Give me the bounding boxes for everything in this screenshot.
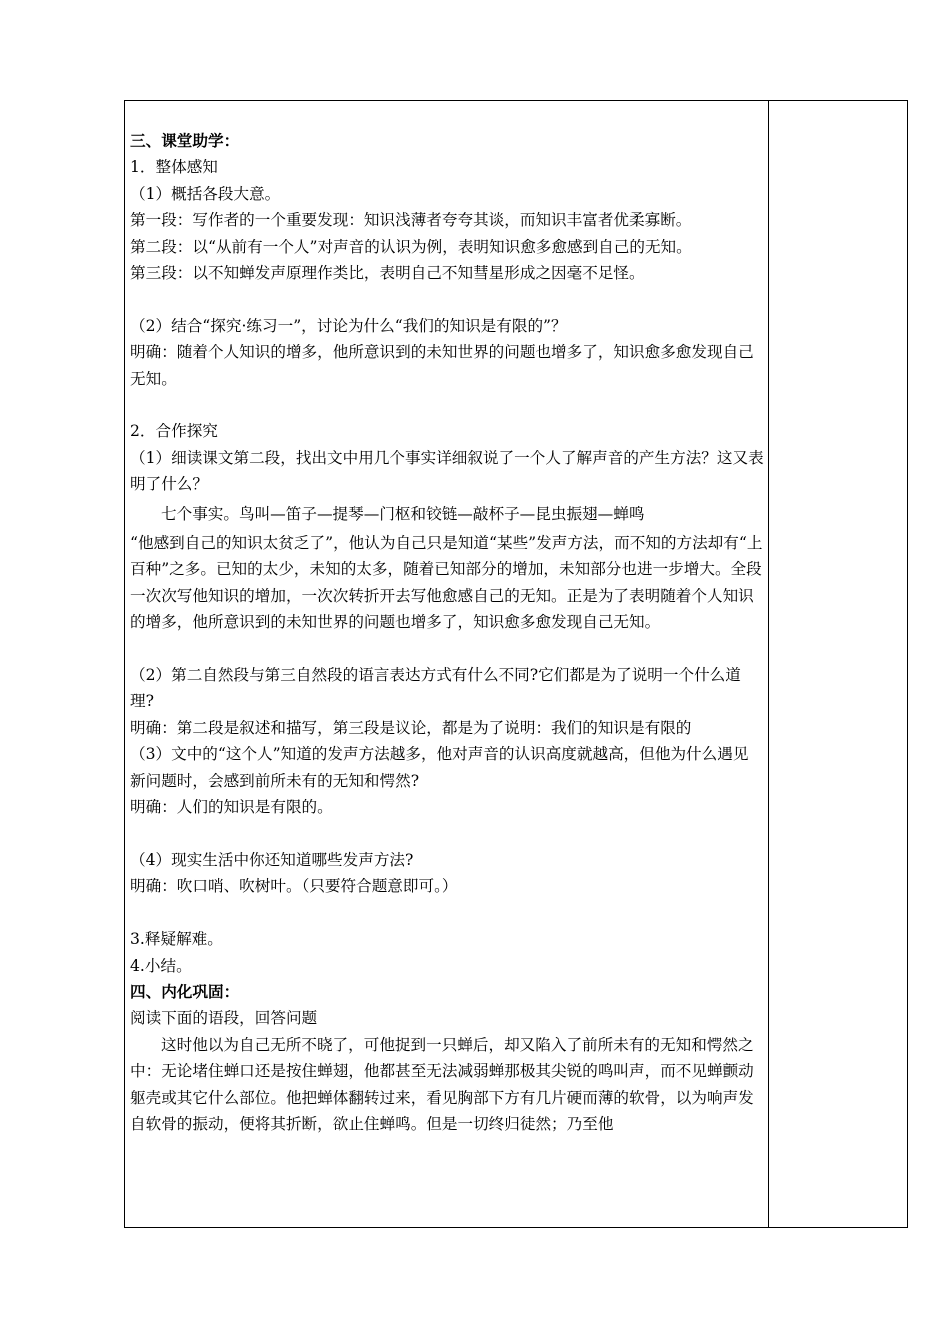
column-divider: [768, 100, 769, 1228]
part2-answer2: 明确：第二段是叙述和描写，第三段是议论，都是为了说明：我们的知识是有限的: [130, 718, 692, 737]
part2-title: 2．合作探究: [130, 422, 218, 441]
section-heading-3: 三、课堂助学：: [130, 131, 240, 150]
part4-title: 4.小结。: [130, 956, 192, 975]
part1-question1: （1）概括各段大意。: [130, 184, 281, 203]
part1-answer2: 明确：随着个人知识的增多，他所意识到的未知世界的问题也增多了，知识愈多愈发现自己无知。: [130, 343, 754, 388]
part1-question2: （2）结合“探究·练习一”，讨论为什么“我们的知识是有限的”？: [130, 316, 567, 335]
spacer: [130, 392, 764, 418]
paragraph-summary-1: 第一段：写作者的一个重要发现：知识浅薄者夸夸其谈，而知识丰富者优柔寡断。: [130, 211, 692, 230]
part2-question1: （1）细读课文第二段，找出文中用几个事实详细叙说了一个人了解声音的产生方法？这又表明了什么？: [130, 448, 764, 494]
part2-question2: （2）第二自然段与第三自然段的语言表达方式有什么不同?它们都是为了说明一个什么道理?: [130, 666, 741, 711]
reading-passage: 这时他以为自己无所不晓了，可他捉到一只蝉后，却又陷入了前所未有的无知和愕然之中：无论堵住蝉口还是按住蝉翅，他都甚至无法减弱蝉那极其尖锐的鸣叫声，而不见蝉颤动躯壳或其它什么部位。他把蝉体翻转过来，看见胸部下方有几片硬而薄的软骨，以为响声发自软骨的振动，便将其折断，欲止住蝉鸣。但是一切终归徒然；乃至他: [130, 1035, 754, 1133]
paragraph-summary-3: 第三段：以不知蝉发声原理作类比，表明自己不知彗星形成之因毫不足怪。: [130, 264, 645, 283]
spacer: [130, 636, 764, 662]
paragraph-summary-2: 第二段：以“从前有一个人”对声音的认识为例，表明知识愈多愈感到自己的无知。: [130, 237, 692, 256]
part2-answer4: 明确：吹口哨、吹树叶。（只要符合题意即可。）: [130, 877, 458, 896]
part1-title: 1．整体感知: [130, 158, 218, 177]
part2-answer3: 明确：人们的知识是有限的。: [130, 798, 333, 817]
spacer: [130, 900, 764, 926]
spacer: [130, 821, 764, 847]
spacer: [130, 286, 764, 312]
part2-question3: （3）文中的“这个人”知道的发声方法越多，他对声音的认识高度就越高，但他为什么遇见新问题时，会感到前所未有的无知和愕然?: [130, 745, 749, 790]
section-heading-4: 四、内化巩固：: [130, 981, 240, 1001]
part2-question4: （4）现实生活中你还知道哪些发声方法?: [130, 850, 414, 869]
part3-title: 3.释疑解难。: [130, 930, 223, 949]
part2-answer1-explanation: “他感到自己的知识太贫乏了”，他认为自己只是知道“某些”发声方法，而不知的方法却有“上百种”之多。已知的太少，未知的太多，随着已知部分的增加，未知部分也进一步增大。全段一次次写他知识的增加，一次次转折开去写他愈感自己的无知。正是为了表明随着个人知识的增多，他所意识到的未知世界的问题也增多了，知识愈多愈发现自己无知。: [130, 534, 763, 632]
reading-instruction: 阅读下面的语段，回答问题: [130, 1009, 318, 1028]
part2-answer1-facts: 七个事实。鸟叫—笛子—提琴—门枢和铰链—敲杯子—昆虫振翅—蝉鸣: [161, 504, 645, 523]
lesson-content: [130, 128, 764, 1226]
